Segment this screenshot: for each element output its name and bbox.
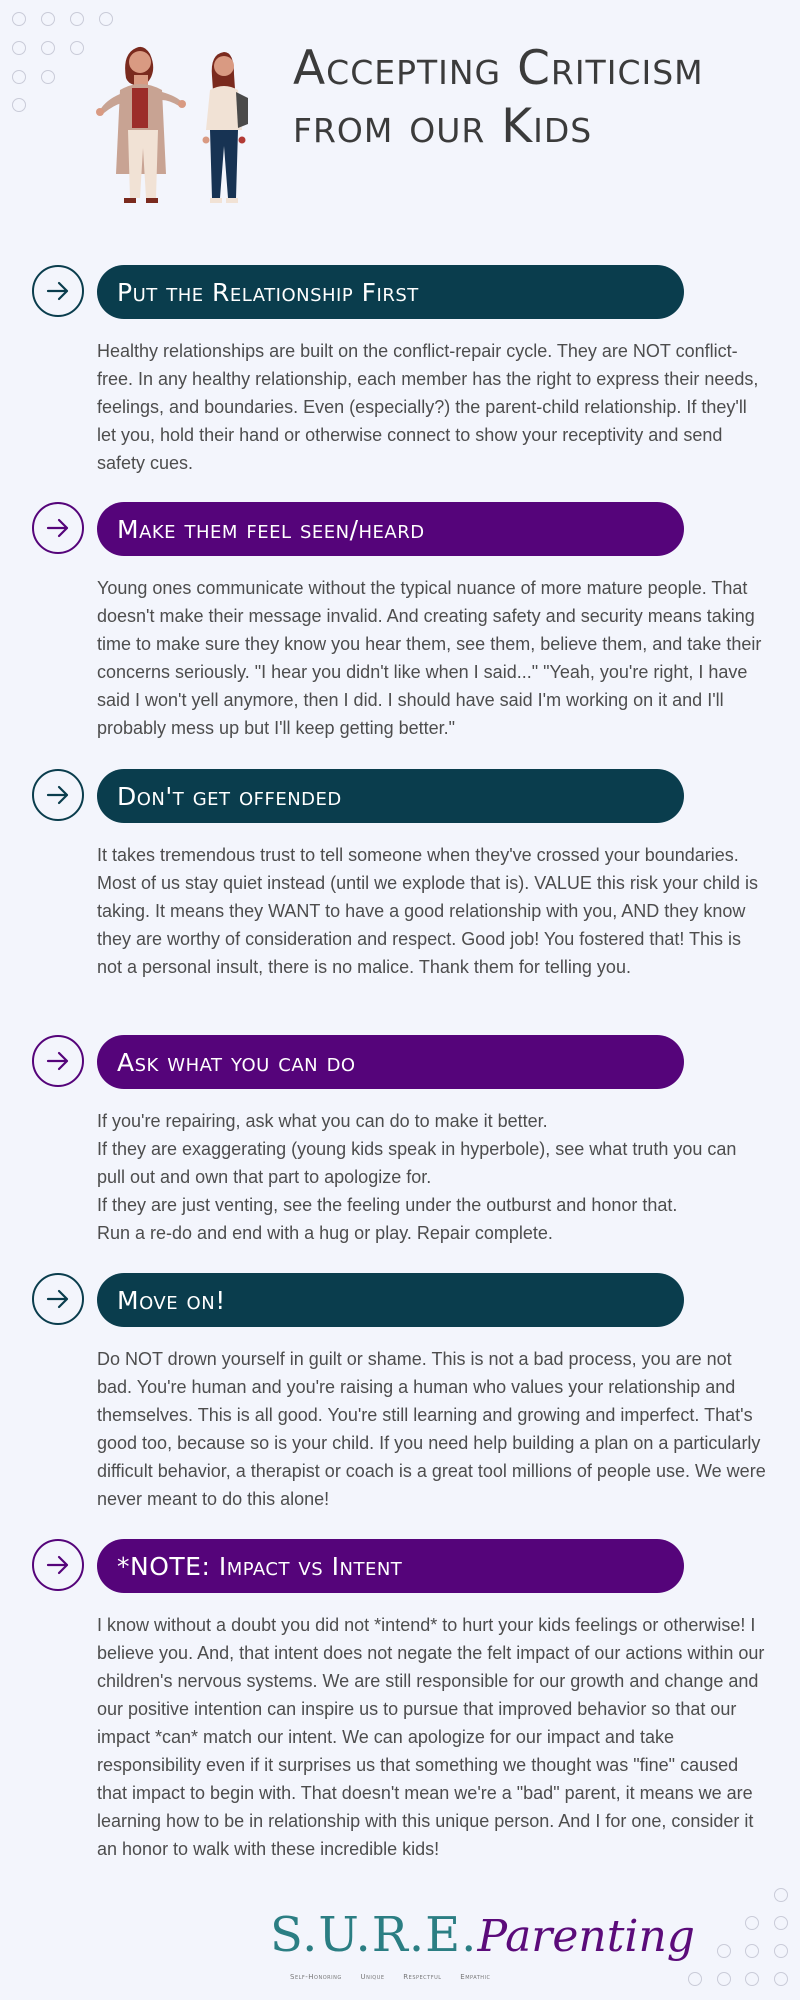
section-arrow-button [32, 769, 84, 821]
section-heading: Make them feel seen/heard [97, 502, 684, 556]
logo-sure-text: S.U.R.E. [270, 1907, 478, 1963]
logo-tag: Unique [360, 1973, 385, 1981]
section-body [97, 1611, 767, 1863]
section-paragraph: Young ones communicate without the typical nuance of more mature people. That doesn't make their message invalid. And creating safety and security means taking time to make sure they know you hear them, see them, believe them, and take their concerns seriously. "I hear you didn't like when I said..." "Yeah, you're right, I have said I won't yell anymore, then I did. I should have said I'm working on it and I'll probably mess up but I'll keep getting better." [97, 578, 762, 738]
section-arrow-button [32, 1539, 84, 1591]
parent-child-illustration [90, 30, 280, 215]
section-heading: Don't get offended [97, 769, 684, 823]
section-paragraph: If you're repairing, ask what you can do to make it better. [97, 1111, 548, 1131]
section-body [97, 337, 767, 477]
section-paragraph: If they are exaggerating (young kids speak in hyperbole), see what truth you can pull out and own that part to apologize for. [97, 1139, 737, 1187]
arrow-right-icon [45, 515, 71, 541]
arrow-right-icon [45, 782, 71, 808]
section-heading: Move on! [97, 1273, 684, 1327]
section-body [97, 841, 767, 981]
logo-tag: Empathic [460, 1973, 491, 1981]
section-arrow-button [32, 1035, 84, 1087]
section-paragraph: I know without a doubt you did not *intend* to hurt your kids feelings or otherwise! I believe you. And, that intent does not negate the felt impact of our actions within our children's nervous systems. We are still responsible for our growth and change and our positive intention can inspire us to pursue that improved behavior so that our impact *can* match our intent. We can apologize for our impact and take responsibility even if it surprises us that something we thought was "fine" caused that impact to begin with. That doesn't mean we're a "bad" parent, it means we are learning how to be in relationship with this unique person. And I for one, consider it an honor to walk with these incredible kids! [97, 1615, 765, 1859]
arrow-right-icon [45, 1286, 71, 1312]
section-arrow-button [32, 1273, 84, 1325]
section-heading: Put the Relationship First [97, 265, 684, 319]
section-paragraph: If they are just venting, see the feeling under the outburst and honor that. [97, 1195, 678, 1215]
section-arrow-button [32, 265, 84, 317]
section-heading: Ask what you can do [97, 1035, 684, 1089]
logo-tag: Respectful [403, 1973, 442, 1981]
section-heading: *NOTE: Impact vs Intent [97, 1539, 684, 1593]
section-body [97, 1345, 767, 1513]
section-body [97, 574, 767, 742]
section-paragraph: It takes tremendous trust to tell someone when they've crossed your boundaries. Most of us stay quiet instead (until we explode that is). VALUE this risk your child is taking. It means they WANT to have a good relationship with you, AND they know they are worthy of consideration and respect. Good job! You fostered that! This is not a personal insult, there is no malice. Thank them for telling you. [97, 845, 758, 977]
arrow-right-icon [45, 278, 71, 304]
logo-tag: Self-Honoring [290, 1973, 342, 1981]
section-paragraph: Run a re-do and end with a hug or play. Repair complete. [97, 1223, 553, 1243]
section-paragraph: Healthy relationships are built on the conflict-repair cycle. They are NOT conflict-free. In any healthy relationship, each member has the right to express their needs, feelings, and boundaries. Even (especially?) the parent-child relationship. If they'll let you, hold their hand or otherwise connect to show your receptivity and send safety cues. [97, 341, 759, 473]
section-body [97, 1107, 767, 1247]
logo-parenting-text: Parenting [477, 1911, 695, 1962]
logo-tagline [290, 1973, 507, 1981]
section-arrow-button [32, 502, 84, 554]
section-paragraph: Do NOT drown yourself in guilt or shame. This is not a bad process, you are not bad. You're human and you're raising a human who values your relationship and themselves. This is all good. You're still learning and growing and imperfect. That's good too, because so is your child. If you need help building a plan on a particularly difficult behavior, a therapist or coach is a great tool millions of people use. We were never meant to do this alone! [97, 1349, 766, 1509]
arrow-right-icon [45, 1552, 71, 1578]
page-title: Accepting Criticism from our Kids [293, 41, 704, 154]
arrow-right-icon [45, 1048, 71, 1074]
sure-parenting-logo [270, 1905, 695, 1985]
